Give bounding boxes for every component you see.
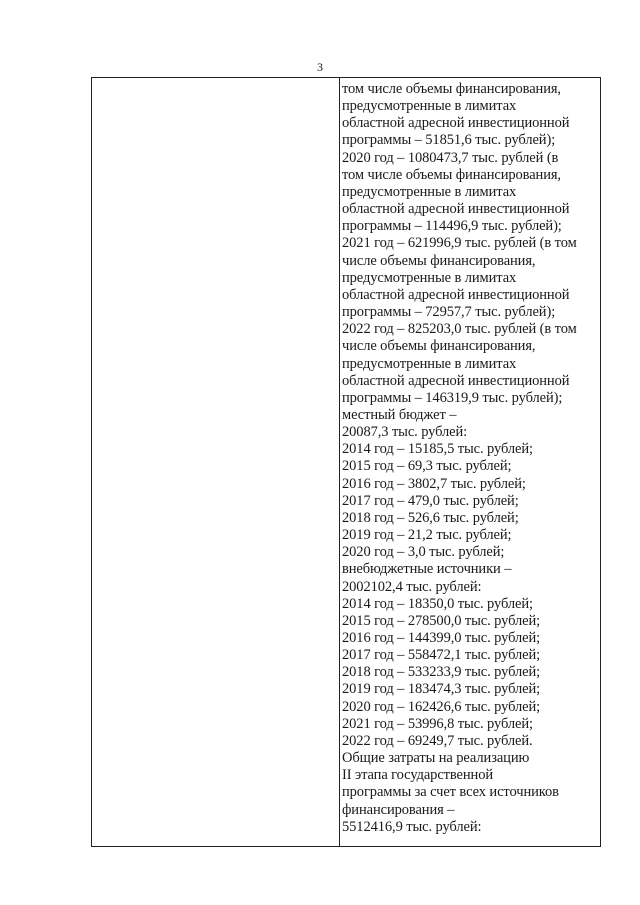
text-line: 2020 год – 1080473,7 тыс. рублей (в — [342, 149, 559, 166]
text-line: числе объемы финансирования, — [342, 252, 536, 269]
text-line: 2020 год – 3,0 тыс. рублей; — [342, 544, 505, 561]
text-line: 2017 год – 479,0 тыс. рублей; — [342, 492, 519, 509]
text-line: 2020 год – 162426,6 тыс. рублей; — [342, 698, 541, 715]
text-line: 2017 год – 558472,1 тыс. рублей; — [342, 647, 541, 664]
text-line: местный бюджет – — [342, 406, 457, 423]
text-line: областной адресной инвестиционной — [342, 286, 570, 303]
text-line: 2015 год – 278500,0 тыс. рублей; — [342, 612, 541, 629]
text-line: предусмотренные в лимитах — [342, 183, 517, 200]
text-line: Общие затраты на реализацию — [342, 750, 530, 767]
text-line: программы – 146319,9 тыс. рублей); — [342, 389, 563, 406]
text-line: 2016 год – 144399,0 тыс. рублей; — [342, 630, 541, 646]
text-line: 2014 год – 18350,0 тыс. рублей; — [342, 595, 533, 612]
text-line: 2022 год – 69249,7 тыс. рублей. — [342, 732, 533, 749]
text-line: внебюджетные источники – — [342, 561, 512, 578]
text-line: том числе объемы финансирования, — [342, 81, 561, 97]
text-line: областной адресной инвестиционной — [342, 201, 570, 218]
text-line: программы – 114496,9 тыс. рублей); — [342, 218, 562, 235]
text-line: том числе объемы финансирования, — [342, 166, 561, 183]
text-line: 2019 год – 183474,3 тыс. рублей; — [342, 681, 541, 698]
text-line: областной адресной инвестиционной — [342, 115, 570, 132]
column-divider — [339, 78, 340, 846]
text-line: 2015 год – 69,3 тыс. рублей; — [342, 458, 512, 475]
text-line: 5512416,9 тыс. рублей: — [342, 818, 482, 835]
text-line: 20087,3 тыс. рублей: — [342, 424, 468, 441]
document-table — [91, 77, 601, 847]
text-line: II этапа государственной — [342, 767, 494, 784]
text-line: 2018 год – 526,6 тыс. рублей; — [342, 509, 519, 526]
text-line: 2021 год – 621996,9 тыс. рублей (в том — [342, 235, 577, 252]
text-line: 2002102,4 тыс. рублей: — [342, 578, 482, 595]
text-line: предусмотренные в лимитах — [342, 98, 517, 115]
text-line: 2018 год – 533233,9 тыс. рублей; — [342, 664, 541, 681]
text-line: 2014 год – 15185,5 тыс. рублей; — [342, 441, 533, 458]
left-cell-empty — [92, 78, 339, 846]
text-line: 2022 год – 825203,0 тыс. рублей (в том — [342, 321, 577, 338]
text-line: 2016 год – 3802,7 тыс. рублей; — [342, 475, 526, 492]
text-line: 2021 год – 53996,8 тыс. рублей; — [342, 715, 533, 732]
text-line: 2019 год – 21,2 тыс. рублей; — [342, 527, 512, 544]
text-line: предусмотренные в лимитах — [342, 269, 517, 286]
text-line: предусмотренные в лимитах — [342, 355, 517, 372]
text-line: числе объемы финансирования, — [342, 338, 536, 355]
text-line: программы – 51851,6 тыс. рублей); — [342, 132, 556, 149]
page-number: 3 — [317, 60, 323, 74]
text-line: программы за счет всех источников — [342, 784, 559, 801]
text-line: программы – 72957,7 тыс. рублей); — [342, 304, 556, 321]
text-line: финансирования – — [342, 801, 455, 818]
text-line: областной адресной инвестиционной — [342, 372, 570, 389]
right-cell-text — [342, 81, 596, 846]
